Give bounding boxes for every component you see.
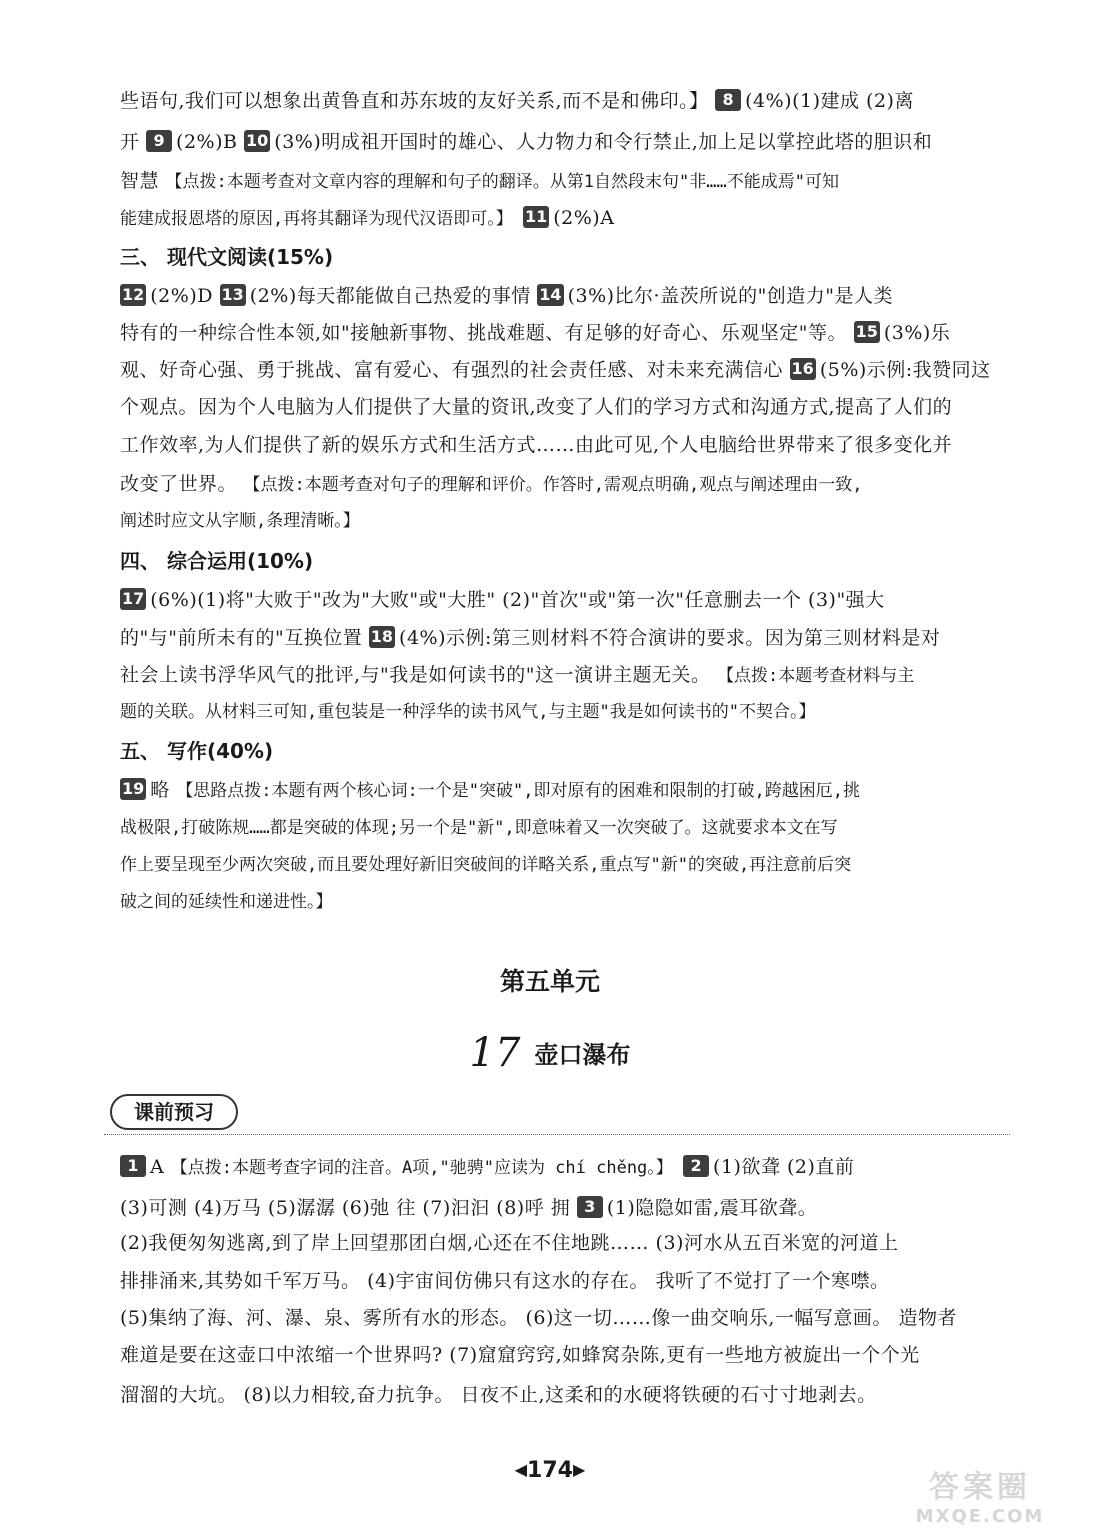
page-number: ◀174▶: [514, 1458, 586, 1483]
question-number: 12: [122, 285, 145, 304]
hint-note: 【点拨:本题考查材料与主: [717, 666, 915, 686]
hint-note: 阐述时应文从字顺,条理清晰。】: [120, 511, 360, 531]
hint-note: 战极限,打破陈规……都是突破的体现;另一个是"新",即意味着又一次突破了。这就要求本文在写: [120, 818, 838, 838]
question-number: 3: [577, 1196, 603, 1218]
question-number: 16: [791, 359, 814, 378]
hint-note: 题的关联。从材料三可知,重包装是一种浮华的读书风气,与主题"我是如何读书的"不契合。】: [120, 702, 816, 722]
question-number: 11: [524, 207, 548, 226]
question-number: 1: [120, 1155, 146, 1177]
question-number: 8: [715, 89, 741, 111]
question-number: 13: [221, 285, 244, 304]
answer-line: 排排涌来,其势如千军万马。 (4)宇宙间仿佛只有这水的存在。 我听了不觉打了一个寒噤。: [120, 1270, 890, 1292]
answer-line: 12 (2%)D 13 (2%)每天都能做自己热爱的事情 14 (3%)比尔·盖茨所说的"创造力"是人类: [122, 285, 894, 307]
section-heading: 四、 综合运用(10%): [120, 549, 314, 573]
answer-line: 难道是要在这壶口中浓缩一个世界吗? (7)窟窟窍窍,如蜂窝杂陈,更有一些地方被旋出一个个光: [120, 1344, 920, 1366]
answer-line: (2)我便匆匆逃离,到了岸上回望那团白烟,心还在不住地跳…… (3)河水从五百米宽的河道上: [120, 1232, 899, 1254]
watermark-logo: 答案圈 MXQE.COM: [915, 1470, 1045, 1527]
hint-note: 【思路点拨:本题有两个核心词:一个是"突破",即对原有的困难和限制的打破,跨越困厄,挑: [176, 781, 860, 801]
divider: [104, 1134, 1010, 1135]
lesson-number: 17: [469, 1030, 521, 1076]
right-arrow-icon: ▶: [572, 1460, 586, 1479]
answer-line: (5)集纳了海、河、瀑、泉、雾所有水的形态。 (6)这一切……像一曲交响乐,一幅写意画。 造物者: [120, 1307, 957, 1329]
answer-line: 些语句,我们可以想象出黄鲁直和苏东坡的友好关系,而不是和佛印。】 8 (4%)(1)建成 (2)离: [120, 90, 914, 112]
answer-line: 智慧 【点拨:本题考查对文章内容的理解和句子的翻译。从第1自然段末句"非……不能成焉"可知: [120, 170, 839, 192]
hint-note: 【点拨:本题考查对句子的理解和评价。作答时,需观点明确,观点与阐述理由一致,: [243, 475, 863, 495]
answer-line: 改变了世界。 【点拨:本题考查对句子的理解和评价。作答时,需观点明确,观点与阐述理由一致,: [120, 473, 863, 495]
hint-note: 作上要呈现至少两次突破,而且要处理好新旧突破间的详略关系,重点写"新"的突破,再注意前后突: [120, 855, 852, 875]
answer-line: 个观点。因为个人电脑为人们提供了大量的资讯,改变了人们的学习方式和沟通方式,提高了人们的: [120, 396, 953, 418]
question-number: 17: [122, 589, 145, 608]
question-number: 19: [122, 779, 145, 798]
hint-note: 【点拨:本题考查字词的注音。A项,"驰骋"应读为 chí chěng。】: [170, 1158, 684, 1178]
question-number: 14: [539, 285, 562, 304]
section-badge: 课前预习: [110, 1094, 238, 1130]
answer-line: 观、好奇心强、勇于挑战、富有爱心、有强烈的社会责任感、对未来充满信心 16 (5%)示例:我赞同这: [120, 359, 991, 381]
answer-line: (3)可测 (4)万马 (5)潺潺 (6)弛 往 (7)汩汩 (8)呼 拥 3 (1)隐隐如雷,震耳欲聋。: [120, 1197, 818, 1219]
answer-line: 17 (6%)(1)将"大败于"改为"大败"或"大胜" (2)"首次"或"第一次"任意删去一个 (3)"强大: [122, 589, 885, 611]
hint-note: 能建成报恩塔的原因,再将其翻译为现代汉语即可。】: [120, 209, 523, 229]
answer-line: 特有的一种综合性本领,如"接触新事物、挑战难题、有足够的好奇心、乐观坚定"等。 15 (3%)乐: [120, 322, 951, 344]
answer-line: 工作效率,为人们提供了新的娱乐方式和生活方式……由此可见,个人电脑给世界带来了很多变化并: [120, 434, 953, 456]
question-number: 9: [146, 130, 172, 152]
section-heading: 三、 现代文阅读(15%): [120, 245, 334, 269]
answer-line: 溜溜的大坑。 (8)以力相较,奋力抗争。 日夜不止,这柔和的水硬将铁硬的石寸寸地剥去。: [120, 1384, 877, 1406]
question-number: 2: [683, 1155, 709, 1177]
answer-line: 19 略 【思路点拨:本题有两个核心词:一个是"突破",即对原有的困难和限制的打破,跨越困厄,挑: [122, 779, 860, 801]
answer-line: 开 9 (2%)B 10 (3%)明成祖开国时的雄心、人力物力和令行禁止,加上足以掌控此塔的胆识和: [120, 131, 933, 153]
lesson-title: 壶口瀑布: [534, 1040, 631, 1069]
question-number: 18: [370, 627, 394, 646]
answer-line: 1 A 【点拨:本题考查字词的注音。A项,"驰骋"应读为 chí chěng。】 2 (1)欲聋 (2)直前: [120, 1152, 1010, 1183]
answer-line: 的"与"前所未有的"互换位置 18 (4%)示例:第三则材料不符合演讲的要求。因为第三则材料是对: [120, 627, 941, 649]
left-arrow-icon: ◀: [514, 1460, 528, 1479]
section-heading: 五、 写作(40%): [120, 739, 274, 763]
question-number: 10: [246, 131, 269, 150]
question-number: 15: [855, 322, 878, 341]
hint-note: 破之间的延续性和递进性。】: [120, 892, 333, 912]
answer-line: 社会上读书浮华风气的批评,与"我是如何读书的"这一演讲主题无关。 【点拨:本题考查材料与主: [120, 664, 915, 686]
hint-note: 【点拨:本题考查对文章内容的理解和句子的翻译。从第1自然段末句"非……不能成焉"可知: [165, 172, 839, 192]
lesson-heading: [0, 1030, 1100, 1076]
unit-title: 第五单元: [499, 967, 600, 996]
answer-line: 能建成报恩塔的原因,再将其翻译为现代汉语即可。】 11 (2%)A: [120, 207, 615, 229]
